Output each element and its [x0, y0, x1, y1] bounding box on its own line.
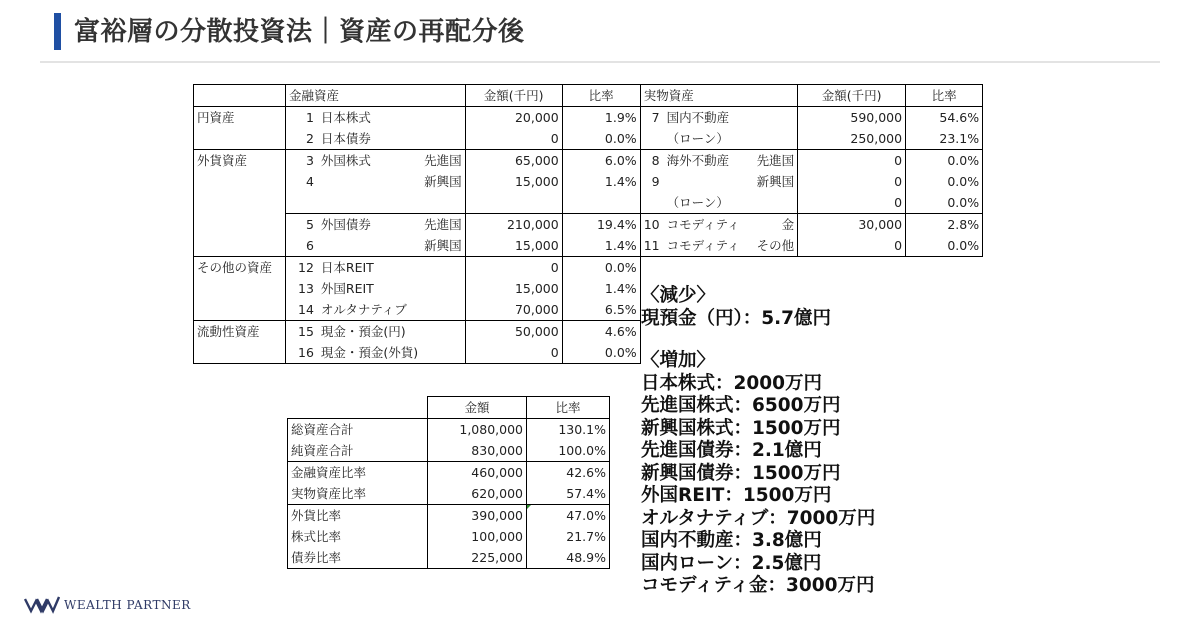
real-amount-cell: 0	[798, 235, 906, 257]
increase-line: 先進国株式：6500万円	[641, 395, 841, 416]
asset-region-cell: 新興国	[424, 238, 462, 253]
table-row	[194, 321, 983, 343]
real-asset-sub-cell	[746, 128, 798, 150]
increase-line: 新興国株式：1500万円	[641, 417, 841, 439]
asset-name-cell: 日本REIT	[318, 257, 421, 279]
asset-region-cell: 新興国	[424, 174, 462, 189]
real-asset-sub-cell	[746, 192, 798, 214]
ratio-cell: 4.6%	[562, 321, 640, 343]
summary-label-cell: 債券比率	[288, 547, 428, 569]
real-ratio-cell: 0.0%	[906, 171, 983, 192]
page-title: 富裕層の分散投資法｜資産の再配分後	[74, 17, 525, 47]
asset-name-cell: 外国REIT	[320, 281, 374, 296]
real-amount-cell: 30,000	[798, 214, 906, 236]
summary-ratio-cell: 48.9%	[527, 547, 610, 569]
real-ratio-cell: 0.0%	[906, 235, 983, 257]
summary-ratio-cell: 57.4%	[527, 483, 610, 505]
amount-cell: 20,000	[465, 107, 562, 129]
category-cell: その他の資産	[194, 257, 286, 321]
summary-label-cell: 金融資産比率	[288, 462, 428, 484]
asset-name-cell	[318, 192, 421, 214]
header-cell	[194, 85, 286, 107]
real-asset-number-cell: 9	[651, 174, 660, 189]
summary-row	[288, 547, 610, 569]
asset-number-cell: 3	[286, 150, 318, 172]
asset-region-cell: 先進国	[421, 150, 465, 172]
table-row	[194, 214, 983, 236]
real-asset-name-cell: 国内不動産	[664, 107, 746, 129]
real-ratio-cell: 54.6%	[906, 107, 983, 129]
empty-cell	[906, 257, 983, 279]
asset-allocation-table	[193, 84, 983, 364]
ratio-cell: 1.9%	[562, 107, 640, 129]
table-row	[194, 107, 983, 129]
asset-number-cell: 6	[305, 238, 314, 253]
ratio-cell: 0.0%	[562, 128, 640, 150]
real-asset-name-cell: 海外不動産	[664, 150, 746, 172]
real-amount-cell: 0	[798, 192, 906, 214]
summary-amount-cell: 390,000	[428, 505, 527, 527]
asset-name-cell	[318, 171, 421, 192]
summary-header-row	[288, 397, 610, 419]
real-ratio-cell: 2.8%	[906, 214, 983, 236]
increase-line: 先進国債券：2.1億円	[641, 440, 822, 461]
summary-label-cell: 純資産合計	[288, 440, 428, 462]
summary-amount-cell: 620,000	[428, 483, 527, 505]
ratio-cell: 0.0%	[562, 342, 640, 364]
brand-logo	[24, 596, 191, 614]
increase-line: コモディティ金：3000万円	[641, 575, 875, 596]
asset-region-cell	[421, 107, 465, 129]
amount-cell: 65,000	[465, 150, 562, 172]
asset-number-cell: 12	[286, 257, 318, 279]
asset-number-cell: 14	[298, 302, 314, 317]
header-cell: 金融資産	[286, 85, 466, 107]
asset-region-cell: 先進国	[421, 214, 465, 236]
real-asset-sub-cell	[746, 107, 798, 129]
real-asset-number-cell: 7	[640, 107, 663, 129]
title-accent-bar	[54, 13, 61, 50]
asset-number-cell: 16	[286, 342, 318, 364]
increase-line: 日本株式：2000万円	[641, 372, 822, 394]
real-amount-cell: 250,000	[798, 128, 906, 150]
summary-amount-cell: 460,000	[428, 462, 527, 484]
ratio-cell: 6.0%	[562, 150, 640, 172]
asset-name-cell: 現金・預金(外貨)	[318, 342, 421, 364]
increase-notes	[641, 350, 875, 598]
ratio-cell	[562, 192, 640, 214]
header-cell: 比率	[906, 85, 983, 107]
summary-amount-cell: 830,000	[428, 440, 527, 462]
summary-amount-cell: 225,000	[428, 547, 527, 569]
summary-amount-cell: 100,000	[428, 526, 527, 547]
amount-cell: 0	[465, 257, 562, 279]
real-asset-number-cell: 10	[640, 214, 663, 236]
asset-region-cell	[421, 342, 465, 364]
asset-number-cell: 2	[305, 131, 314, 146]
asset-name-cell: 外国債券	[318, 214, 421, 236]
real-asset-name-cell: コモディティ	[664, 214, 746, 236]
table-header-row	[194, 85, 983, 107]
summary-ratio-cell: 42.6%	[527, 462, 610, 484]
summary-row	[288, 440, 610, 462]
real-amount-cell: 0	[798, 171, 906, 192]
category-cell: 外貨資産	[194, 150, 286, 257]
ratio-cell: 1.4%	[562, 171, 640, 192]
header-cell: 金額	[428, 397, 527, 419]
real-ratio-cell: 23.1%	[906, 128, 983, 150]
empty-cell	[288, 397, 428, 419]
ratio-cell: 0.0%	[562, 257, 640, 279]
brand-name: WEALTH PARTNER	[64, 598, 191, 612]
ratio-cell: 1.4%	[562, 278, 640, 299]
amount-cell: 0	[465, 128, 562, 150]
decrease-heading: 〈減少〉	[641, 285, 716, 306]
empty-cell	[906, 278, 983, 299]
real-asset-name-cell: コモディティ	[664, 235, 746, 257]
category-cell: 流動性資産	[194, 321, 286, 364]
real-ratio-cell: 0.0%	[906, 150, 983, 172]
real-asset-sub-cell: 金	[746, 214, 798, 236]
real-asset-sub-cell: 新興国	[756, 174, 795, 189]
category-cell: 円資産	[194, 107, 286, 150]
amount-cell: 70,000	[465, 299, 562, 321]
summary-row	[288, 462, 610, 484]
amount-cell	[465, 192, 562, 214]
summary-table	[287, 396, 610, 569]
asset-name-cell: 外国株式	[318, 150, 421, 172]
ratio-cell: 1.4%	[562, 235, 640, 257]
asset-number-cell: 13	[298, 281, 314, 296]
amount-cell: 210,000	[465, 214, 562, 236]
summary-label-cell: 総資産合計	[288, 419, 428, 441]
title-divider	[40, 61, 1160, 63]
summary-ratio-cell: 47.0%	[527, 505, 610, 527]
table-row	[194, 150, 983, 172]
real-asset-name-cell: （ローン）	[666, 131, 729, 146]
summary-label-cell: 実物資産比率	[288, 483, 428, 505]
empty-cell	[746, 257, 798, 279]
summary-ratio-cell: 130.1%	[527, 419, 610, 441]
real-asset-number-cell	[640, 128, 663, 150]
ratio-cell: 6.5%	[562, 299, 640, 321]
decrease-line: 現預金（円）：5.7億円	[641, 307, 832, 329]
real-asset-number-cell	[640, 192, 663, 214]
asset-name-cell: 日本債券	[320, 131, 371, 146]
header-cell: 比率	[562, 85, 640, 107]
increase-line: 外国REIT：1500万円	[641, 485, 832, 506]
ratio-cell: 19.4%	[562, 214, 640, 236]
table-row	[194, 257, 983, 279]
asset-number-cell: 4	[305, 174, 314, 189]
asset-number-cell: 5	[286, 214, 318, 236]
asset-region-cell	[421, 278, 465, 299]
amount-cell: 15,000	[465, 278, 562, 299]
real-asset-number-cell: 11	[640, 235, 663, 257]
increase-line: 新興国債券：1500万円	[641, 462, 841, 484]
asset-name-cell: オルタナティブ	[320, 302, 407, 317]
real-asset-name-cell: （ローン）	[666, 195, 729, 210]
decrease-notes	[641, 285, 831, 330]
summary-ratio-cell: 21.7%	[527, 526, 610, 547]
increase-line: 国内ローン：2.5億円	[641, 552, 822, 574]
increase-line: 国内不動産：3.8億円	[641, 530, 822, 551]
asset-name-cell: 日本株式	[318, 107, 421, 129]
real-asset-sub-cell: その他	[746, 235, 798, 257]
header-cell: 金額(千円)	[798, 85, 906, 107]
summary-label-cell: 株式比率	[288, 526, 428, 547]
amount-cell: 15,000	[465, 235, 562, 257]
empty-cell	[906, 299, 983, 321]
increase-line: オルタナティブ：7000万円	[641, 507, 876, 529]
real-amount-cell: 0	[798, 150, 906, 172]
header-cell: 比率	[527, 397, 610, 419]
real-asset-number-cell: 8	[640, 150, 663, 172]
asset-region-cell	[421, 257, 465, 279]
empty-cell	[798, 257, 906, 279]
summary-ratio-cell: 100.0%	[527, 440, 610, 462]
table-row	[194, 235, 983, 257]
asset-region-cell	[421, 321, 465, 343]
summary-row	[288, 483, 610, 505]
wealth-partner-logo-icon	[24, 596, 60, 614]
increase-heading: 〈増加〉	[641, 350, 716, 371]
empty-cell	[906, 321, 983, 343]
asset-number-cell: 1	[286, 107, 318, 129]
asset-name-cell	[318, 235, 421, 257]
summary-row	[288, 419, 610, 441]
real-amount-cell: 590,000	[798, 107, 906, 129]
asset-number-cell	[286, 192, 318, 214]
asset-name-cell: 現金・預金(円)	[318, 321, 421, 343]
asset-region-cell	[421, 128, 465, 150]
header-cell: 実物資産	[640, 85, 797, 107]
table-row	[194, 192, 983, 214]
asset-region-cell	[421, 192, 465, 214]
summary-label-cell: 外貨比率	[288, 505, 428, 527]
real-asset-sub-cell: 先進国	[746, 150, 798, 172]
amount-cell: 50,000	[465, 321, 562, 343]
table-row	[194, 128, 983, 150]
table-row	[194, 299, 983, 321]
real-ratio-cell: 0.0%	[906, 192, 983, 214]
asset-number-cell: 15	[286, 321, 318, 343]
asset-region-cell	[421, 299, 465, 321]
header-cell: 金額(千円)	[465, 85, 562, 107]
empty-cell	[640, 257, 663, 279]
real-asset-name-cell	[664, 171, 746, 192]
amount-cell: 15,000	[465, 171, 562, 192]
table-row	[194, 278, 983, 299]
summary-row	[288, 526, 610, 547]
table-row	[194, 171, 983, 192]
summary-amount-cell: 1,080,000	[428, 419, 527, 441]
amount-cell: 0	[465, 342, 562, 364]
summary-row	[288, 505, 610, 527]
empty-cell	[664, 257, 746, 279]
empty-cell	[906, 342, 983, 364]
